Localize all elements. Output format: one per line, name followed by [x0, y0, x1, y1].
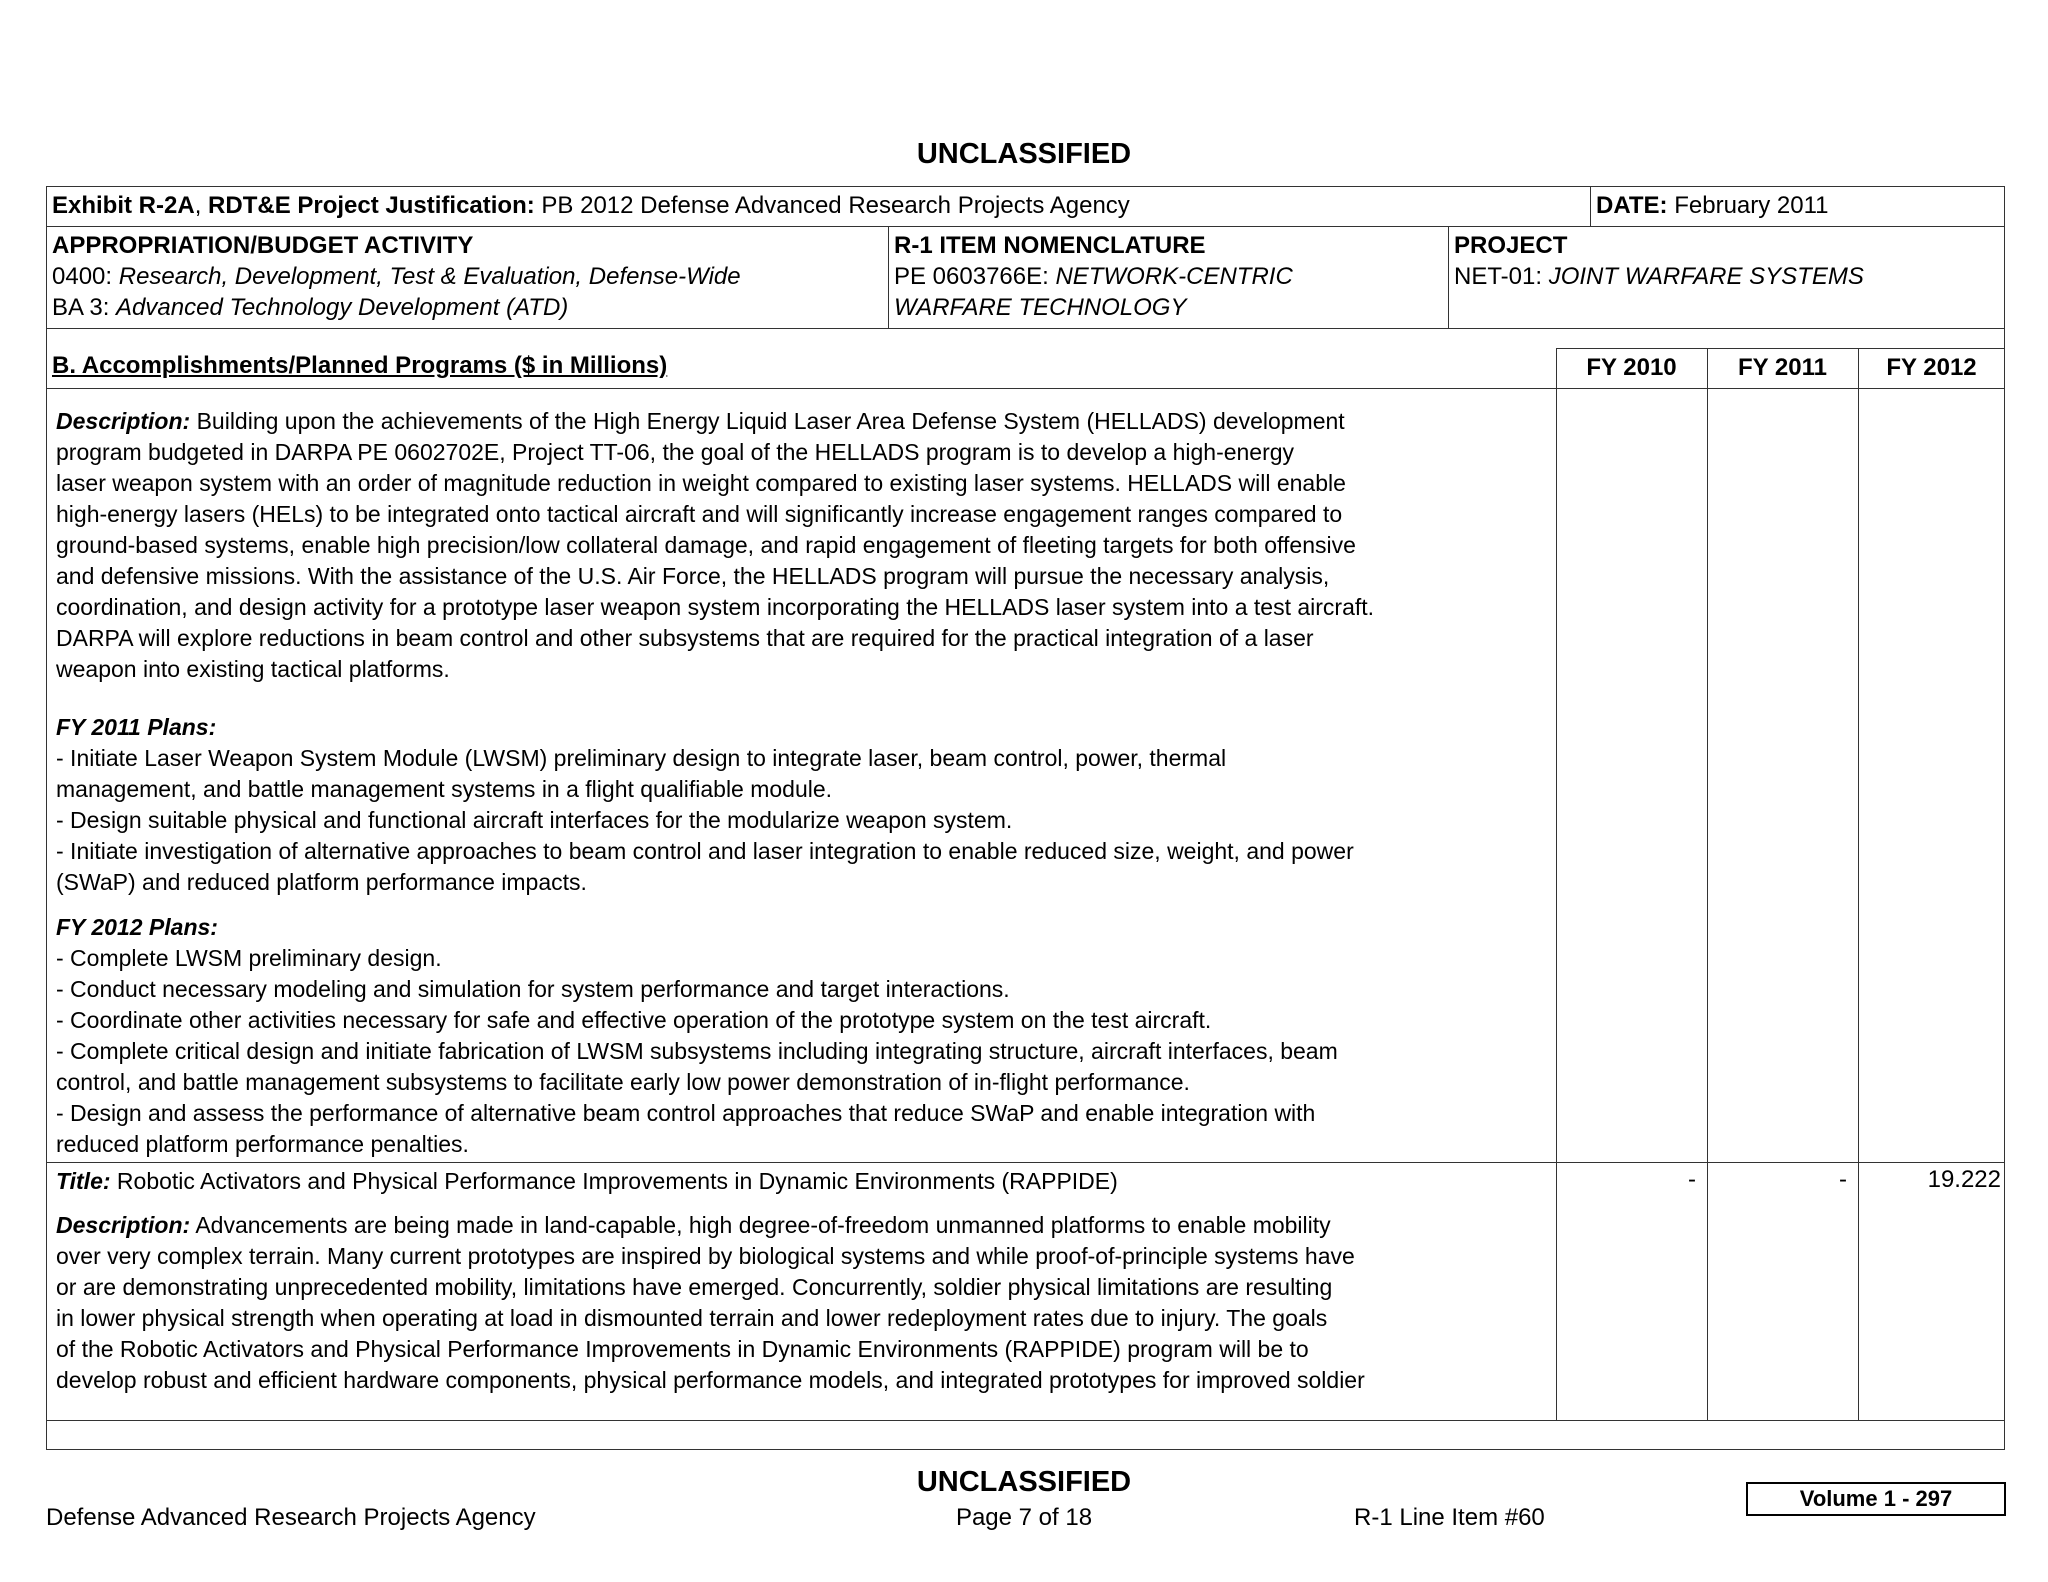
block2-title — [56, 1166, 1118, 1197]
text-line: DARPA will explore reductions in beam control and other subsystems that are required for the practical integration of a laser — [56, 625, 1314, 651]
r1-code: PE 0603766E: — [894, 263, 1049, 290]
block2-description — [56, 1210, 1365, 1396]
fy-header-2010: FY 2010 — [1586, 354, 1677, 381]
block1-fy2012-plans — [56, 912, 1338, 1160]
block1-description — [56, 406, 1374, 685]
text-line: - Conduct necessary modeling and simulation for system performance and target interactions. — [56, 976, 1010, 1002]
divider — [46, 328, 2005, 329]
title-text: Robotic Activators and Physical Performance Improvements in Dynamic Environments (RAPPIDE) — [116, 1168, 1118, 1194]
description-label: Description: — [56, 408, 191, 434]
text-line: Advancements are being made in land-capable, high degree-of-freedom unmanned platforms to enable mobility — [195, 1212, 1331, 1238]
text-line: - Complete LWSM preliminary design. — [56, 945, 442, 971]
text-line: of the Robotic Activators and Physical Performance Improvements in Dynamic Environments (RAPPIDE) program will be to — [56, 1336, 1309, 1362]
fy2012-plans-label: FY 2012 Plans: — [56, 914, 218, 940]
volume-box: Volume 1 - 297 — [1746, 1482, 2006, 1516]
divider — [888, 226, 889, 328]
divider — [1707, 348, 1708, 1420]
footer-agency: Defense Advanced Research Projects Agency — [46, 1504, 536, 1531]
appropriation-code-1: 0400: — [52, 263, 113, 290]
r1-text-1: NETWORK-CENTRIC — [1055, 263, 1293, 290]
divider — [1858, 348, 1859, 1420]
text-line: reduced platform performance penalties. — [56, 1131, 469, 1157]
section-b-title: B. Accomplishments/Planned Programs ($ in Millions) — [52, 352, 668, 379]
date-field — [1596, 190, 1829, 221]
description-label: Description: — [56, 1212, 191, 1238]
exhibit-label: Exhibit R-2A — [52, 192, 195, 219]
divider — [46, 1420, 2005, 1421]
fy2011-value: - — [1839, 1166, 1847, 1193]
text-line: develop robust and efficient hardware components, physical performance models, and integrated prototypes for improved soldier — [56, 1367, 1365, 1393]
project-code: NET-01: — [1454, 263, 1543, 290]
date-label: DATE: — [1596, 192, 1668, 219]
text-line: weapon into existing tactical platforms. — [56, 656, 450, 682]
fy2011-plans-label: FY 2011 Plans: — [56, 714, 217, 740]
project-cell — [1454, 230, 1864, 292]
project-text: JOINT WARFARE SYSTEMS — [1548, 263, 1864, 290]
text-line: management, and battle management systems in a flight qualifiable module. — [56, 776, 833, 802]
justification-label: RDT&E Project Justification: — [208, 192, 535, 219]
r1-label: R-1 ITEM NOMENCLATURE — [894, 232, 1206, 259]
fy2010-value: - — [1688, 1166, 1696, 1193]
divider — [46, 226, 2005, 227]
appropriation-text-1: Research, Development, Test & Evaluation, Defense-Wide — [118, 263, 741, 290]
text-line: - Coordinate other activities necessary for safe and effective operation of the prototype system on the test aircraft. — [56, 1007, 1212, 1033]
footer-page: Page 7 of 18 — [955, 1504, 1093, 1531]
text-line: - Complete critical design and initiate fabrication of LWSM subsystems including integrating structure, aircraft interfaces, beam — [56, 1038, 1338, 1064]
text-line: program budgeted in DARPA PE 0602702E, Project TT-06, the goal of the HELLADS program is to develop a high-energy — [56, 439, 1295, 465]
footer-line-item: R-1 Line Item #60 — [1354, 1504, 1545, 1531]
text-line: Building upon the achievements of the High Energy Liquid Laser Area Defense System (HELLADS) development — [196, 408, 1345, 434]
text-line: (SWaP) and reduced platform performance impacts. — [56, 869, 587, 895]
text-line: or are demonstrating unprecedented mobility, limitations have emerged. Concurrently, soldier physical limitations are resulting — [56, 1274, 1333, 1300]
divider — [1448, 226, 1449, 328]
classification-bottom: UNCLASSIFIED — [916, 1466, 1132, 1498]
text-line: control, and battle management subsystems to facilitate early low power demonstration of in-flight performance. — [56, 1069, 1190, 1095]
text-line: - Initiate investigation of alternative approaches to beam control and laser integration to enable reduced size, weight, and power — [56, 838, 1354, 864]
appropriation-code-2: BA 3: — [52, 294, 110, 321]
text-line: - Design and assess the performance of alternative beam control approaches that reduce SWaP and enable integration with — [56, 1100, 1316, 1126]
appropriation-cell — [52, 230, 741, 323]
block1-fy2011-plans — [56, 712, 1354, 898]
project-label: PROJECT — [1454, 232, 1568, 259]
date-value: February 2011 — [1674, 192, 1829, 219]
justification-text: PB 2012 Defense Advanced Research Projects Agency — [541, 192, 1130, 219]
fy-header-2012: FY 2012 — [1886, 354, 1977, 381]
text-line: and defensive missions. With the assistance of the U.S. Air Force, the HELLADS program will pursue the necessary analysis, — [56, 563, 1330, 589]
text-line: - Initiate Laser Weapon System Module (LWSM) preliminary design to integrate laser, beam control, power, thermal — [56, 745, 1227, 771]
exhibit-header — [52, 190, 1130, 221]
exhibit-comma: , — [194, 192, 202, 219]
text-line: over very complex terrain. Many current prototypes are inspired by biological systems and while proof-of-principle systems have — [56, 1243, 1355, 1269]
title-label: Title: — [56, 1168, 111, 1194]
appropriation-text-2: Advanced Technology Development (ATD) — [116, 294, 569, 321]
r1-text-2: WARFARE TECHNOLOGY — [894, 294, 1187, 321]
text-line: coordination, and design activity for a prototype laser weapon system incorporating the HELLADS laser system into a test aircraft. — [56, 594, 1375, 620]
divider — [1556, 348, 2005, 349]
divider — [46, 388, 2005, 389]
text-line: - Design suitable physical and functional aircraft interfaces for the modularize weapon system. — [56, 807, 1013, 833]
divider — [1590, 186, 1591, 226]
appropriation-label: APPROPRIATION/BUDGET ACTIVITY — [52, 232, 474, 259]
divider — [46, 1162, 2005, 1163]
fy2012-value: 19.222 — [1927, 1166, 2001, 1193]
text-line: ground-based systems, enable high precision/low collateral damage, and rapid engagement of fleeting targets for both offensive — [56, 532, 1356, 558]
fy-header-2011: FY 2011 — [1738, 354, 1827, 381]
r1-cell — [894, 230, 1293, 323]
text-line: laser weapon system with an order of magnitude reduction in weight compared to existing laser systems. HELLADS will enable — [56, 470, 1346, 496]
classification-top: UNCLASSIFIED — [916, 138, 1132, 170]
text-line: high-energy lasers (HELs) to be integrated onto tactical aircraft and will significantly increase engagement ranges compared to — [56, 501, 1343, 527]
text-line: in lower physical strength when operating at load in dismounted terrain and lower redeployment rates due to injury. The goals — [56, 1305, 1328, 1331]
divider — [1556, 348, 1557, 1420]
